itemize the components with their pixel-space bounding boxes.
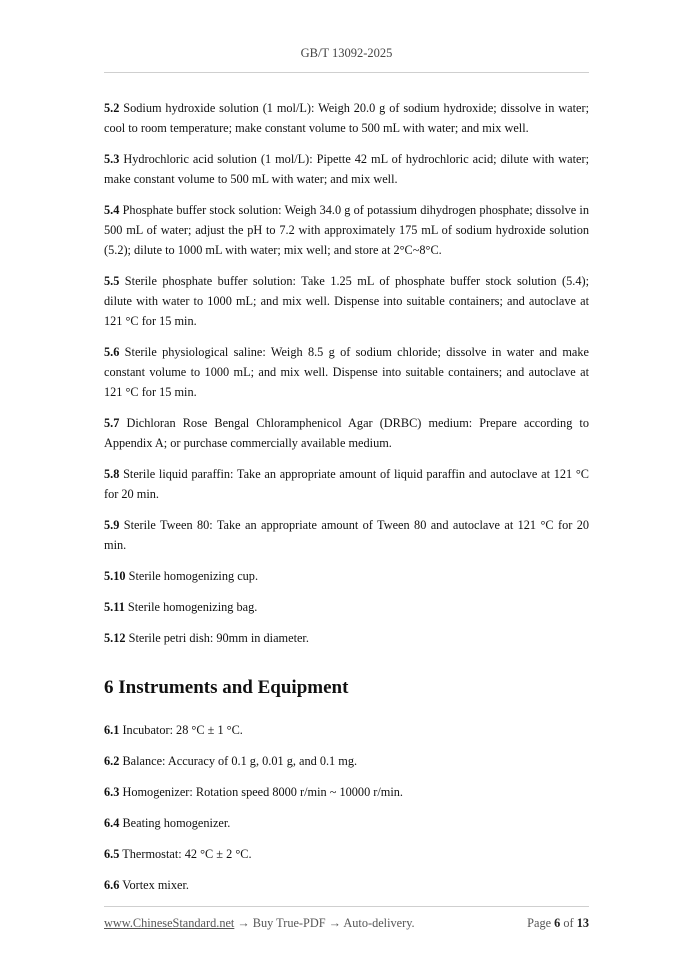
- clause-number: 5.11: [104, 600, 125, 614]
- clause-text: Sterile Tween 80: Take an appropriate amount of Tween 80 and autoclave at 121 °C for 20 min.: [104, 518, 589, 552]
- footer-divider: [104, 906, 589, 907]
- clause-text: Incubator: 28 °C ± 1 °C.: [119, 723, 243, 737]
- clause-text: Phosphate buffer stock solution: Weigh 34.0 g of potassium dihydrogen phosphate; dissolve in 500 mL of water; adjust the pH to 7.2 with approximately 175 mL of sodium hydroxide solution (5.2); dilute to 1000 mL with water; mix well; and store at 2°C~8°C.: [104, 203, 589, 257]
- site-link[interactable]: www.ChineseStandard.net: [104, 916, 235, 930]
- clause-paragraph: [104, 566, 589, 586]
- clause-text: Hydrochloric acid solution (1 mol/L): Pipette 42 mL of hydrochloric acid; dilute with water; make constant volume to 500 mL with water; and mix well.: [104, 152, 589, 186]
- clause-text: Sterile homogenizing cup.: [125, 569, 259, 583]
- clause-text: Dichloran Rose Bengal Chloramphenicol Agar (DRBC) medium: Prepare according to Appendix A; or purchase commercially available medium.: [104, 416, 589, 450]
- clause-text: Sterile petri dish: 90mm in diameter.: [125, 631, 309, 645]
- section-heading: 6 Instruments and Equipment: [104, 677, 349, 698]
- clause-number: 6.2: [104, 754, 120, 768]
- clause-text: Sterile physiological saline: Weigh 8.5 g of sodium chloride; dissolve in water and make constant volume to 1000 mL; and mix well. Dispense into suitable containers; and autoclave at 121 °C for 15 min.: [104, 345, 589, 399]
- clause-number: 6.6: [104, 878, 120, 892]
- clause-paragraph: [104, 342, 589, 402]
- page-total: 13: [576, 916, 589, 930]
- page-current: 6: [554, 916, 561, 930]
- clause-paragraph: [104, 844, 589, 864]
- clause-paragraph: [104, 628, 589, 648]
- clause-text: Homogenizer: Rotation speed 8000 r/min ~ 10000 r/min.: [119, 785, 404, 799]
- clause-paragraph: [104, 413, 589, 453]
- section-6-list: [104, 720, 589, 895]
- clause-number: 6.4: [104, 816, 120, 830]
- arrow-icon: →: [325, 916, 344, 930]
- page-label: Page: [527, 916, 552, 930]
- page-indicator: [527, 916, 589, 931]
- clause-text: Sterile liquid paraffin: Take an appropriate amount of liquid paraffin and autoclave at 121 °C for 20 min.: [104, 467, 589, 501]
- clause-paragraph: [104, 515, 589, 555]
- arrow-icon: →: [234, 916, 253, 930]
- section-5-list: [104, 98, 589, 648]
- clause-text: Beating homogenizer.: [119, 816, 231, 830]
- clause-paragraph: [104, 782, 589, 802]
- clause-number: 6.5: [104, 847, 120, 861]
- buy-pdf-text: Buy True-PDF: [252, 916, 326, 930]
- clause-paragraph: [104, 271, 589, 331]
- clause-number: 5.3: [104, 152, 120, 166]
- clause-number: 5.8: [104, 467, 120, 481]
- footer-promo: [104, 916, 415, 931]
- clause-paragraph: [104, 464, 589, 504]
- clause-number: 5.4: [104, 203, 120, 217]
- clause-paragraph: [104, 751, 589, 771]
- clause-number: 6.3: [104, 785, 120, 799]
- clause-number: 5.7: [104, 416, 120, 430]
- clause-paragraph: [104, 875, 589, 895]
- clause-text: Sterile homogenizing bag.: [124, 600, 258, 614]
- clause-number: 5.10: [104, 569, 126, 583]
- clause-text: Sterile phosphate buffer solution: Take 1.25 mL of phosphate buffer stock solution (5.4); dilute with water to 1000 mL; and mix well. Dispense into suitable containers; and autoclave at 121 °C for 15 min.: [104, 274, 589, 328]
- clause-paragraph: [104, 597, 589, 617]
- clause-paragraph: [104, 98, 589, 138]
- document-number: GB/T 13092-2025: [300, 46, 393, 60]
- header-divider: [104, 72, 589, 73]
- delivery-text: Auto-delivery.: [343, 916, 415, 930]
- clause-paragraph: [104, 720, 589, 740]
- clause-number: 5.2: [104, 101, 120, 115]
- page-content: [104, 98, 589, 906]
- clause-number: 5.12: [104, 631, 126, 645]
- clause-number: 5.5: [104, 274, 120, 288]
- clause-text: Balance: Accuracy of 0.1 g, 0.01 g, and 0.1 mg.: [119, 754, 358, 768]
- of-label: of: [563, 916, 574, 930]
- clause-text: Thermostat: 42 °C ± 2 °C.: [119, 847, 252, 861]
- clause-number: 5.6: [104, 345, 120, 359]
- clause-number: 5.9: [104, 518, 120, 532]
- clause-text: Sodium hydroxide solution (1 mol/L): Weigh 20.0 g of sodium hydroxide; dissolve in water; cool to room temperature; make constant volume to 500 mL with water; and mix well.: [104, 101, 589, 135]
- clause-paragraph: [104, 200, 589, 260]
- clause-text: Vortex mixer.: [119, 878, 189, 892]
- clause-number: 6.1: [104, 723, 120, 737]
- clause-paragraph: [104, 149, 589, 189]
- page-header: [0, 46, 693, 61]
- clause-paragraph: [104, 813, 589, 833]
